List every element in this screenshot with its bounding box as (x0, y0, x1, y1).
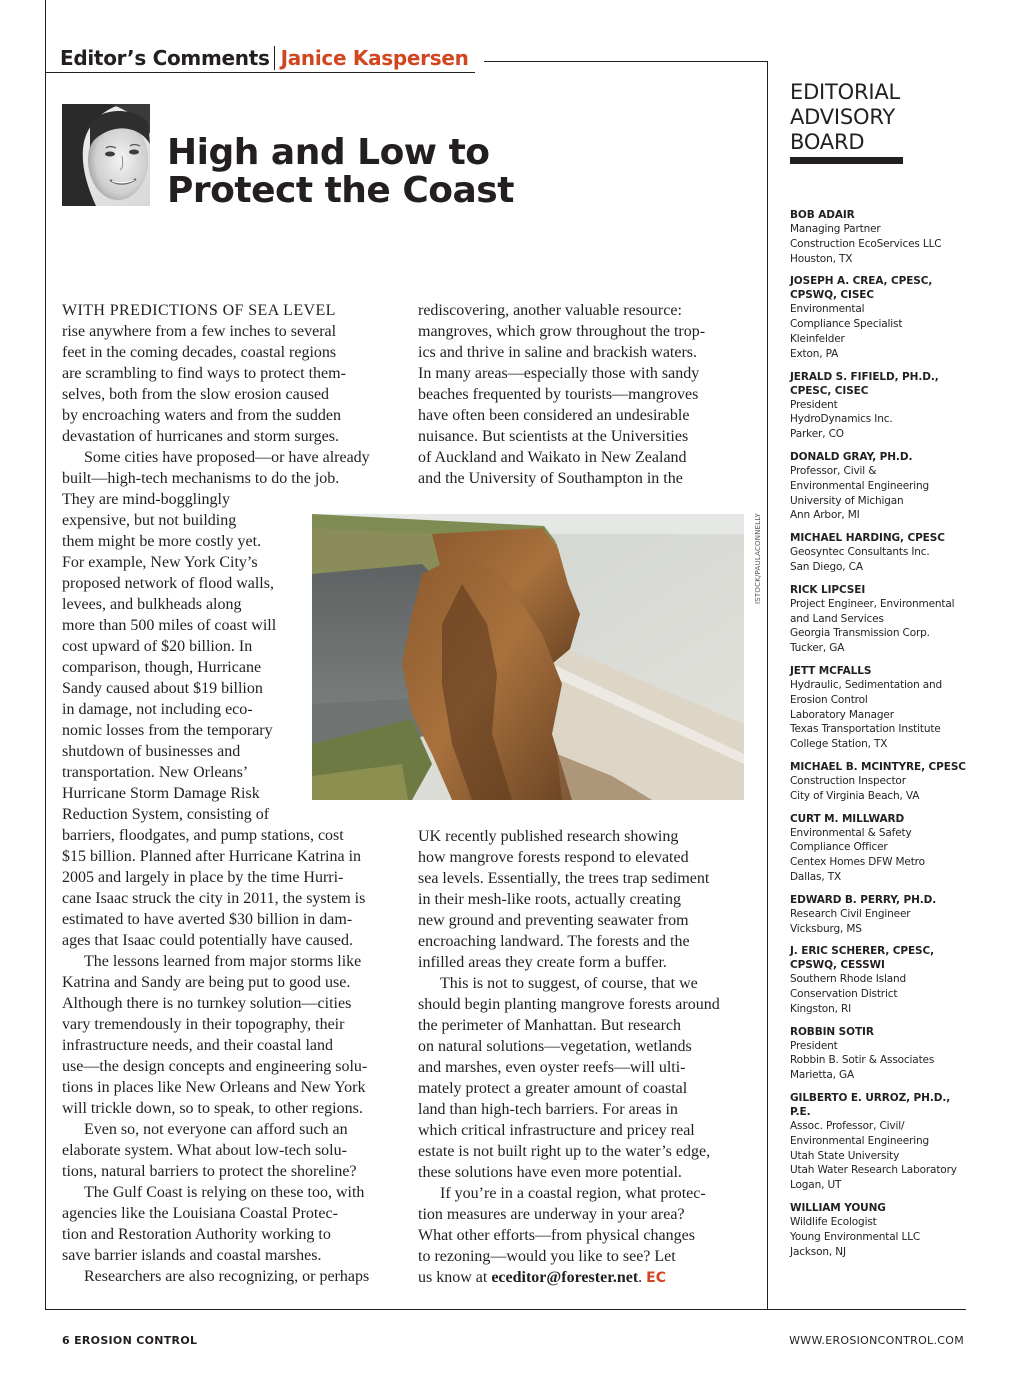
board-member (790, 1025, 968, 1083)
body-line: Sandy caused about $19 billion (62, 680, 263, 697)
body-line: the perimeter of Manhattan. But research (418, 1017, 681, 1034)
board-member-detail: President (790, 398, 838, 411)
board-member-detail: University of Michigan (790, 494, 904, 507)
body-line: tions in places like New Orleans and New York (62, 1079, 366, 1096)
body-line: estimated to have averted $30 billion in dam- (62, 911, 353, 928)
body-line: infilled areas they create form a buffer. (418, 954, 667, 971)
board-member-name: DONALD GRAY, PH.D. (790, 450, 913, 463)
board-member (790, 812, 968, 885)
board-member-detail: Southern Rhode Island (790, 973, 907, 986)
body-line: tion measures are underway in your area? (418, 1206, 685, 1223)
board-member-name: WILLIAM YOUNG (790, 1202, 886, 1215)
article-title (167, 134, 567, 210)
board-member (790, 664, 968, 752)
board-member-detail: Environmental & Safety (790, 826, 912, 839)
body-line: them might be more costly yet. (62, 533, 262, 550)
board-title (790, 80, 900, 155)
body-column-2-top (418, 300, 753, 489)
body-line: have often been considered an undesirable (418, 407, 690, 424)
title-line-2: Protect the Coast (167, 170, 514, 211)
body-line: mately protect a greater amount of coastal (418, 1080, 688, 1097)
board-member-name: CPSWQ, CISEC (790, 289, 874, 302)
body-line: devastation of hurricanes and storm surges. (62, 428, 339, 445)
body-line: Katrina and Sandy are being put to good use. (62, 974, 351, 991)
body-line: 2005 and largely in place by the time Hurri- (62, 869, 344, 886)
board-member-detail: Utah Water Research Laboratory (790, 1164, 957, 1177)
body-line: land than high-tech barriers. For areas in (418, 1101, 678, 1118)
board-member-detail: Geosyntec Consultants Inc. (790, 546, 930, 559)
body-line: built—high-tech mechanisms to do the job. (62, 470, 340, 487)
photo-credit: ISTOCK/PAULACONNELLY (754, 513, 762, 604)
board-member-detail: Conservation District (790, 988, 898, 1001)
board-member-name: MICHAEL B. MCINTYRE, CPESC (790, 760, 966, 773)
body-line: This is not to suggest, of course, that we (440, 975, 698, 992)
board-member-name: GILBERTO E. URROZ, PH.D., P.E. (790, 1092, 951, 1119)
frame-right-rule (767, 61, 768, 1310)
body-line: nuisance. But scientists at the Universities (418, 428, 689, 445)
body-line: elaborate system. What about low-tech solu- (62, 1142, 347, 1159)
board-member-detail: Assoc. Professor, Civil/ (790, 1120, 905, 1133)
body-line: Some cities have proposed—or have already (84, 449, 370, 466)
board-title-line-1: EDITORIAL (790, 80, 901, 104)
board-member-detail: Compliance Officer (790, 841, 888, 854)
board-member-detail: Environmental Engineering (790, 479, 929, 492)
board-member-detail: Erosion Control (790, 693, 868, 706)
body-line: rediscovering, another valuable resource: (418, 302, 682, 319)
board-member-detail: Project Engineer, Environmental (790, 597, 955, 610)
board-member-detail: Kleinfelder (790, 332, 845, 345)
body-line: vary tremendously in their topography, their (62, 1016, 345, 1033)
body-line: cost upward of $20 billion. In (62, 638, 253, 655)
body-column-2-bottom (418, 826, 753, 1289)
board-member-name: JERALD S. FIFIELD, PH.D., (790, 370, 939, 383)
body-line: beaches frequented by tourists—mangroves (418, 386, 699, 403)
board-member (790, 1091, 968, 1193)
board-member-name: EDWARD B. PERRY, PH.D. (790, 893, 937, 906)
body-line: will trickle down, so to speak, to other regions. (62, 1100, 363, 1117)
body-line: ics and thrive in saline and brackish waters. (418, 344, 698, 361)
board-member-detail: Wildlife Ecologist (790, 1216, 877, 1229)
board-title-bar (790, 157, 903, 164)
body-line: What other efforts—from physical changes (418, 1227, 695, 1244)
body-line: If you’re in a coastal region, what protec- (440, 1185, 706, 1202)
page-folio: 6 EROSION CONTROL (62, 1334, 198, 1347)
end-mark: EC (646, 1270, 666, 1286)
board-member-detail: Utah State University (790, 1149, 900, 1162)
board-member (790, 274, 968, 361)
board-member-detail: and Land Services (790, 612, 884, 625)
board-member-detail: Marietta, GA (790, 1069, 855, 1082)
board-member-name: CPSWQ, CESSWI (790, 959, 885, 972)
body-line: by encroaching waters and from the sudden (62, 407, 342, 424)
body-line: feet in the coming decades, coastal regions (62, 344, 337, 361)
body-line: on natural solutions—vegetation, wetlands (418, 1038, 692, 1055)
body-line: agencies like the Louisiana Coastal Protec- (62, 1205, 338, 1222)
body-line: sea levels. Essentially, the trees trap sediment (418, 870, 710, 887)
body-line: Hurricane Storm Damage Risk (62, 785, 260, 802)
body-line: For example, New York City’s (62, 554, 258, 571)
board-member-detail: Robbin B. Sotir & Associates (790, 1054, 935, 1067)
board-member-detail: Georgia Transmission Corp. (790, 627, 930, 640)
board-member-detail: President (790, 1039, 838, 1052)
board-member (790, 893, 968, 937)
body-line: should begin planting mangrove forests around (418, 996, 720, 1013)
body-line: and marshes, even oyster reefs—will ulti- (418, 1059, 686, 1076)
board-title-line-2: ADVISORY (790, 105, 896, 129)
board-member-detail: HydroDynamics Inc. (790, 413, 893, 426)
body-line: They are mind-bogglingly (62, 491, 230, 508)
body-line: estate is not built right up to the water’s edge, (418, 1143, 711, 1160)
board-member-detail: Kingston, RI (790, 1002, 852, 1015)
body-line: which critical infrastructure and pricey real (418, 1122, 695, 1139)
board-member-detail: Environmental (790, 303, 865, 316)
author-portrait (62, 104, 150, 206)
frame-bottom-rule (45, 1309, 966, 1310)
body-line: are scrambling to find ways to protect them- (62, 365, 346, 382)
board-member-detail: San Diego, CA (790, 560, 863, 573)
board-member-detail: Ann Arbor, MI (790, 509, 860, 522)
board-member-detail: Research Civil Engineer (790, 907, 911, 920)
body-line: these solutions have even more potential. (418, 1164, 682, 1181)
body-line: to rezoning—would you like to see? Let (418, 1248, 676, 1265)
body-line: in their mesh-like roots, actually creating (418, 891, 682, 908)
board-member (790, 944, 968, 1016)
body-line: $15 billion. Planned after Hurricane Katrina in (62, 848, 362, 865)
board-member-detail: Managing Partner (790, 223, 881, 235)
body-line: rise anywhere from a few inches to several (62, 323, 337, 340)
board-member (790, 208, 968, 266)
board-member (790, 1201, 968, 1259)
body-line: In many areas—especially those with sandy (418, 365, 700, 382)
department-header (60, 46, 469, 70)
body-line: selves, both from the slow erosion caused (62, 386, 330, 403)
closing-line: us know at eceditor@forester.net. EC (418, 1269, 666, 1286)
body-line: levees, and bulkheads along (62, 596, 242, 613)
body-line: and the University of Southampton in the (418, 470, 683, 487)
board-member-name: CURT M. MILLWARD (790, 812, 905, 825)
body-line: more than 500 miles of coast will (62, 617, 277, 634)
board-member-detail: Jackson, NJ (790, 1245, 846, 1258)
board-title-line-3: BOARD (790, 130, 865, 154)
body-line: use—the design concepts and engineering solu- (62, 1058, 368, 1075)
header-rule (484, 61, 768, 62)
board-member (790, 370, 968, 442)
body-line: The lessons learned from major storms like (84, 953, 362, 970)
board-member-name: ROBBIN SOTIR (790, 1025, 874, 1038)
body-line: encroaching landward. The forests and the (418, 933, 690, 950)
board-member-detail: City of Virginia Beach, VA (790, 789, 920, 802)
body-line: nomic losses from the temporary (62, 722, 273, 739)
body-line: barriers, floodgates, and pump stations, cost (62, 827, 344, 844)
board-member-detail: College Station, TX (790, 738, 888, 751)
body-line: ages that Isaac could potentially have caused. (62, 932, 353, 949)
author-name: Janice Kaspersen (280, 46, 469, 70)
board-member-name: CPESC, CISEC (790, 384, 869, 397)
coastal-erosion-photo (312, 514, 744, 800)
frame-left-rule (45, 0, 46, 1310)
board-member-detail: Compliance Specialist (790, 318, 903, 331)
board-member-name: JETT MCFALLS (790, 664, 872, 677)
body-line: in damage, not including eco- (62, 701, 253, 718)
body-line: Although there is no turnkey solution—cities (62, 995, 352, 1012)
board-member (790, 583, 968, 656)
board-member-detail: Parker, CO (790, 428, 844, 441)
body-line: mangroves, which grow throughout the trop- (418, 323, 706, 340)
board-member-detail: Hydraulic, Sedimentation and (790, 678, 943, 691)
board-member-name: BOB ADAIR (790, 209, 855, 221)
header-separator (274, 46, 275, 70)
board-member (790, 760, 968, 804)
board-member-detail: Laboratory Manager (790, 708, 894, 721)
header-underline (45, 72, 475, 73)
board-member (790, 450, 968, 523)
body-line: The Gulf Coast is relying on these too, with (84, 1184, 365, 1201)
board-member-detail: Construction EcoServices LLC (790, 237, 942, 250)
body-line: tion and Restoration Authority working to (62, 1226, 331, 1243)
title-line-1: High and Low to (167, 132, 490, 173)
body-line: cane Isaac struck the city in 2011, the system is (62, 890, 366, 907)
board-member-detail: Professor, Civil & (790, 464, 877, 477)
body-line: proposed network of flood walls, (62, 575, 274, 592)
body-line: UK recently published research showing (418, 828, 679, 845)
body-line: Researchers are also recognizing, or perhaps (84, 1268, 370, 1285)
board-member-detail: Environmental Engineering (790, 1134, 929, 1147)
body-line: Even so, not everyone can afford such an (84, 1121, 348, 1138)
board-member-detail: Texas Transportation Institute (790, 723, 941, 736)
body-line: how mangrove forests respond to elevated (418, 849, 689, 866)
board-member-name: J. ERIC SCHERER, CPESC, (790, 945, 935, 958)
website-url[interactable]: WWW.EROSIONCONTROL.COM (789, 1334, 964, 1347)
body-line: transportation. New Orleans’ (62, 764, 249, 781)
board-member-detail: Centex Homes DFW Metro (790, 856, 925, 869)
board-member-name: RICK LIPCSEI (790, 583, 866, 596)
body-line: WITH PREDICTIONS OF SEA LEVEL (62, 302, 336, 319)
body-line: infrastructure needs, and their coastal land (62, 1037, 333, 1054)
body-line: save barrier islands and coastal marshes. (62, 1247, 322, 1264)
body-line: expensive, but not building (62, 512, 237, 529)
body-line: of Auckland and Waikato in New Zealand (418, 449, 687, 466)
body-line: shutdown of businesses and (62, 743, 241, 760)
body-line: new ground and preventing seawater from (418, 912, 689, 929)
email-link[interactable]: eceditor@forester.net (491, 1269, 639, 1286)
board-member-detail: Tucker, GA (790, 642, 845, 655)
board-member-detail: Logan, UT (790, 1179, 842, 1192)
advisory-board-list (790, 208, 968, 1267)
board-member-detail: Houston, TX (790, 252, 853, 265)
board-member-detail: Vicksburg, MS (790, 922, 862, 935)
body-line: comparison, though, Hurricane (62, 659, 262, 676)
body-line: Reduction System, consisting of (62, 806, 270, 823)
department-label: Editor’s Comments (60, 46, 270, 70)
board-member-name: MICHAEL HARDING, CPESC (790, 532, 945, 545)
board-member-detail: Construction Inspector (790, 774, 906, 787)
body-line: tions, natural barriers to protect the shoreline? (62, 1163, 357, 1180)
board-member (790, 531, 968, 575)
board-member-detail: Exton, PA (790, 347, 839, 360)
board-member-detail: Young Environmental LLC (790, 1230, 921, 1243)
board-member-name: JOSEPH A. CREA, CPESC, (790, 275, 933, 288)
board-member-detail: Dallas, TX (790, 870, 842, 883)
